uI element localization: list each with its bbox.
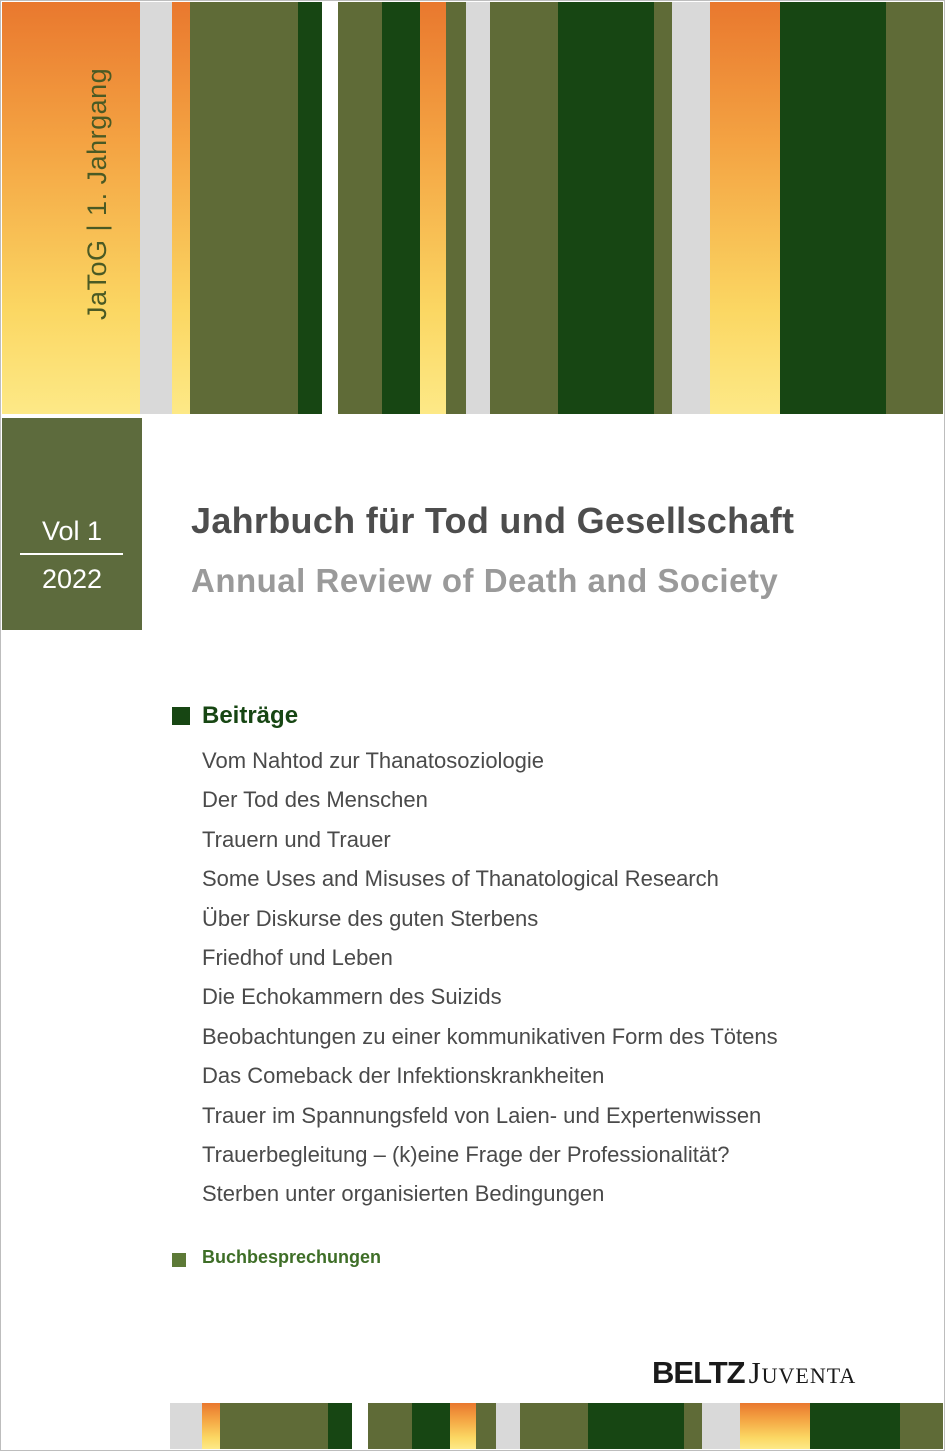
book-reviews-label: Buchbesprechungen xyxy=(202,1247,382,1267)
stripe xyxy=(740,1403,810,1449)
volume-year: 2022 xyxy=(41,564,103,594)
list-item: Vom Nahtod zur Thanatosoziologie xyxy=(202,748,545,773)
stripe xyxy=(654,2,672,414)
stripe xyxy=(220,1403,328,1449)
stripe xyxy=(886,2,943,414)
stripe xyxy=(588,1403,684,1449)
stripe xyxy=(490,2,558,414)
stripe xyxy=(672,2,710,414)
stripe xyxy=(382,2,420,414)
stripe xyxy=(684,1403,702,1449)
stripe xyxy=(496,1403,520,1449)
stripe xyxy=(710,2,780,414)
publisher-name-juventa: Juventa xyxy=(748,1355,857,1390)
list-item: Der Tod des Menschen xyxy=(202,787,428,813)
stripe xyxy=(170,1403,202,1449)
article-list xyxy=(202,745,778,1218)
stripe xyxy=(338,2,382,414)
stripe xyxy=(352,1403,368,1449)
bottom-stripe-band xyxy=(170,1403,943,1449)
list-item: Sterben unter organisierten Bedingungen xyxy=(202,1181,605,1207)
stripe xyxy=(900,1403,943,1449)
stripe xyxy=(450,1403,476,1449)
stripe xyxy=(412,1403,450,1449)
stripe xyxy=(520,1403,588,1449)
square-bullet-icon xyxy=(172,707,190,725)
stripe xyxy=(190,2,298,414)
stripe xyxy=(420,2,446,414)
stripe xyxy=(140,2,172,414)
stripe xyxy=(2,2,140,414)
stripe xyxy=(328,1403,352,1449)
list-item: Das Comeback der Infektionskrankheiten xyxy=(202,1063,605,1089)
stripe xyxy=(322,2,338,414)
list-item: Beobachtungen zu einer kommunikativen Form des Tötens xyxy=(202,1023,778,1049)
publisher-name-beltz: BELTZ xyxy=(652,1355,745,1390)
journal-volume-label: JaToG | 1. Jahrgang xyxy=(82,67,112,320)
section-heading-label: Beiträge xyxy=(202,702,299,729)
stripe xyxy=(476,1403,496,1449)
stripe xyxy=(446,2,466,414)
stripe xyxy=(780,2,886,414)
volume-number: Vol 1 xyxy=(41,516,103,546)
stripe xyxy=(810,1403,900,1449)
publisher-logo xyxy=(652,1355,856,1391)
list-item: Some Uses and Misuses of Thanatological Research xyxy=(202,866,719,892)
title-english: Annual Review of Death and Society xyxy=(191,562,779,599)
volume-box xyxy=(2,418,142,630)
stripe xyxy=(368,1403,412,1449)
title-german: Jahrbuch für Tod und Gesellschaft xyxy=(191,500,795,541)
volume-divider xyxy=(20,553,123,555)
stripe xyxy=(172,2,190,414)
list-item: Friedhof und Leben xyxy=(202,944,393,970)
list-item: Trauer im Spannungsfeld von Laien- und Expertenwissen xyxy=(202,1102,762,1128)
stripe xyxy=(558,2,654,414)
square-bullet-icon xyxy=(172,1253,186,1267)
stripe xyxy=(466,2,490,414)
stripe xyxy=(202,1403,220,1449)
list-item: Trauern und Trauer xyxy=(202,826,391,852)
stripe xyxy=(702,1403,740,1449)
list-item: Über Diskurse des guten Sterbens xyxy=(202,905,539,931)
stripe xyxy=(298,2,322,414)
list-item: Trauerbegleitung – (k)eine Frage der Professionalität? xyxy=(202,1141,730,1167)
top-stripe-band xyxy=(2,2,943,414)
list-item: Die Echokammern des Suizids xyxy=(202,984,502,1010)
